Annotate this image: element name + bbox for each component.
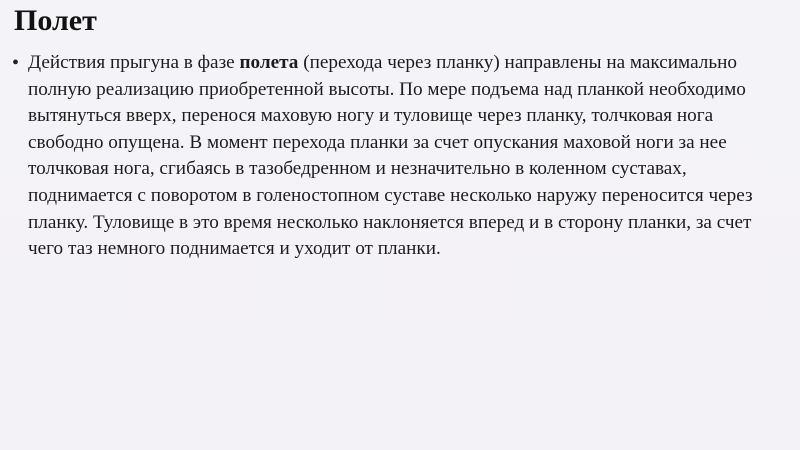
bullet-text-before: Действия прыгуна в фазе <box>28 52 240 73</box>
bullet-text-after: (перехода через планку) направлены на максимально полную реализацию приобретенной высоты. По мере подъема над планкой необходимо вытянуться вверх, перенося маховую ногу и туловище через планку, толчковая нога свободно опущена. В момент перехода планки за счет опускания маховой ноги за нее толчковая нога, сгибаясь в тазобедренном и незначительно в коленном суставах, поднимается с поворотом в голеностопном суставе несколько наружу переносится через планку. Туловище в это время несколько наклоняется вперед и в сторону планки, за счет чего таз немного поднимается и уходит от планки. <box>28 52 753 260</box>
bullet-text <box>28 50 790 263</box>
bullet-text-bold: полета <box>239 52 299 73</box>
bullet-item <box>12 50 790 263</box>
bullet-marker: • <box>12 52 20 74</box>
slide-title: Полет <box>14 4 97 37</box>
